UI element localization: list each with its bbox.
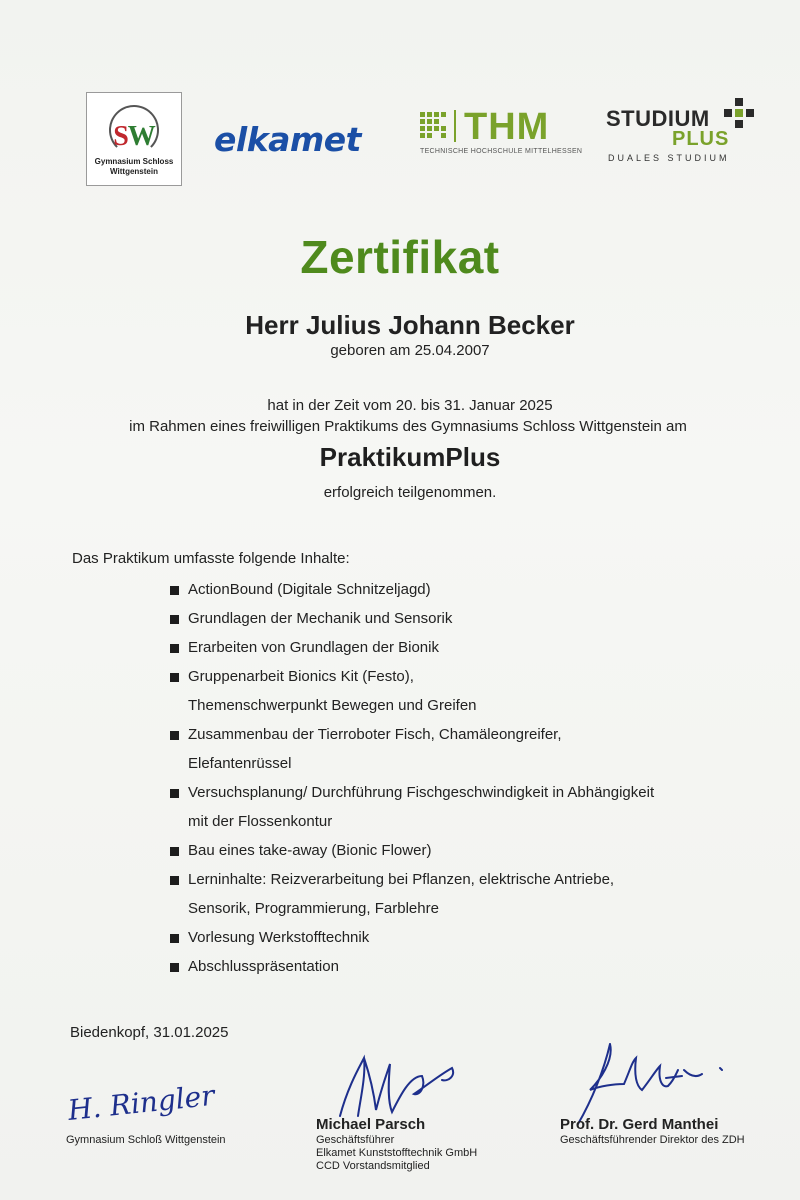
signatory-2-company: Elkamet Kunststofftechnik GmbH bbox=[316, 1147, 478, 1159]
context-text: im Rahmen eines freiwilligen Praktikums des Gymnasiums Schloss Wittgenstein am bbox=[129, 418, 687, 435]
place-and-date: Biedenkopf, 31.01.2025 bbox=[70, 1024, 229, 1041]
square-bullet-icon bbox=[170, 789, 179, 798]
signature-ringler-text: H. Ringler bbox=[66, 1078, 216, 1127]
content-item bbox=[168, 836, 768, 865]
thm-subtitle: TECHNISCHE HOCHSCHULE MITTELHESSEN bbox=[420, 148, 583, 155]
square-bullet-icon bbox=[170, 963, 179, 972]
square-bullet-icon bbox=[170, 673, 179, 682]
signature-parsch bbox=[330, 1046, 470, 1126]
thm-dot-grid-icon bbox=[420, 112, 448, 140]
sw-caption-line1: Gymnasium Schloss bbox=[94, 157, 174, 166]
thm-wordmark: THM bbox=[464, 106, 550, 148]
contents-intro: Das Praktikum umfasste folgende Inhalte: bbox=[72, 550, 350, 567]
content-item-line: Bau eines take-away (Bionic Flower) bbox=[188, 842, 432, 859]
signatory-1-org: Gymnasium Schloß Wittgenstein bbox=[66, 1134, 226, 1146]
studium-wordmark: STUDIUM bbox=[606, 106, 710, 131]
period-text: hat in der Zeit vom 20. bis 31. Januar 2025 bbox=[267, 397, 553, 414]
signatory-2 bbox=[316, 1116, 477, 1173]
content-item-line: Sensorik, Programmierung, Farblehre bbox=[188, 900, 439, 917]
content-item-line: Vorlesung Werkstofftechnik bbox=[188, 929, 370, 946]
program-name: PraktikumPlus bbox=[319, 442, 501, 472]
signature-ringler bbox=[66, 1078, 216, 1128]
result-text: erfolgreich teilgenommen. bbox=[323, 484, 497, 501]
signatory-3-role: Geschäftsführender Direktor des ZDH bbox=[560, 1134, 745, 1146]
thm-logo bbox=[420, 106, 583, 158]
content-item bbox=[168, 633, 768, 662]
content-item bbox=[168, 604, 768, 633]
content-item-line: Lerninhalte: Reizverarbeitung bei Pflanzen, elektrische Antriebe, bbox=[188, 871, 615, 888]
birth-date: geboren am 25.04.2007 bbox=[330, 342, 490, 359]
content-item bbox=[168, 778, 768, 836]
content-item bbox=[168, 952, 768, 981]
thm-divider bbox=[454, 110, 456, 142]
square-bullet-icon bbox=[170, 876, 179, 885]
content-item bbox=[168, 923, 768, 952]
square-bullet-icon bbox=[170, 731, 179, 740]
content-item-line: Gruppenarbeit Bionics Kit (Festo), bbox=[188, 668, 414, 685]
certificate-title: Zertifikat bbox=[300, 231, 500, 283]
square-bullet-icon bbox=[170, 847, 179, 856]
elkamet-logo: elkamet bbox=[214, 120, 361, 159]
studium-plus-logo bbox=[606, 100, 756, 166]
content-item-line: Grundlagen der Mechanik und Sensorik bbox=[188, 610, 453, 627]
plus-cross-icon bbox=[724, 98, 756, 130]
square-bullet-icon bbox=[170, 615, 179, 624]
signatory-1 bbox=[66, 1134, 226, 1147]
content-item-line: Versuchsplanung/ Durchführung Fischgeschwindigkeit in Abhängigkeit bbox=[188, 784, 655, 801]
signatory-2-role: Geschäftsführer bbox=[316, 1134, 395, 1146]
signatory-2-name: Michael Parsch bbox=[316, 1116, 426, 1133]
content-item-line: mit der Flossenkontur bbox=[188, 813, 333, 830]
square-bullet-icon bbox=[170, 644, 179, 653]
content-item-line: Elefantenrüssel bbox=[188, 755, 292, 772]
content-item-line: Abschlusspräsentation bbox=[188, 958, 339, 975]
content-item bbox=[168, 662, 768, 720]
plus-wordmark: PLUS bbox=[672, 128, 730, 150]
content-item bbox=[168, 575, 768, 604]
contents-list bbox=[168, 575, 768, 981]
content-item-line: Zusammenbau der Tierroboter Fisch, Chamäleongreifer, bbox=[188, 726, 562, 743]
recipient-name: Herr Julius Johann Becker bbox=[245, 310, 575, 340]
signatory-3 bbox=[560, 1116, 745, 1147]
signatory-2-membership: CCD Vorstandsmitglied bbox=[316, 1160, 430, 1172]
content-item-line: Erarbeiten von Grundlagen der Bionik bbox=[188, 639, 439, 656]
gymnasium-sw-logo bbox=[86, 92, 182, 186]
content-item bbox=[168, 720, 768, 778]
content-item-line: ActionBound (Digitale Schnitzeljagd) bbox=[188, 581, 431, 598]
duales-studium-tagline: DUALES STUDIUM bbox=[608, 153, 730, 163]
sw-logo-caption bbox=[89, 157, 179, 177]
square-bullet-icon bbox=[170, 586, 179, 595]
content-item bbox=[168, 865, 768, 923]
content-item-line: Themenschwerpunkt Bewegen und Greifen bbox=[188, 697, 477, 714]
square-bullet-icon bbox=[170, 934, 179, 943]
sw-caption-line2: Wittgenstein bbox=[110, 167, 158, 176]
signatory-3-name: Prof. Dr. Gerd Manthei bbox=[560, 1116, 719, 1133]
sw-letters: SW bbox=[113, 121, 155, 152]
